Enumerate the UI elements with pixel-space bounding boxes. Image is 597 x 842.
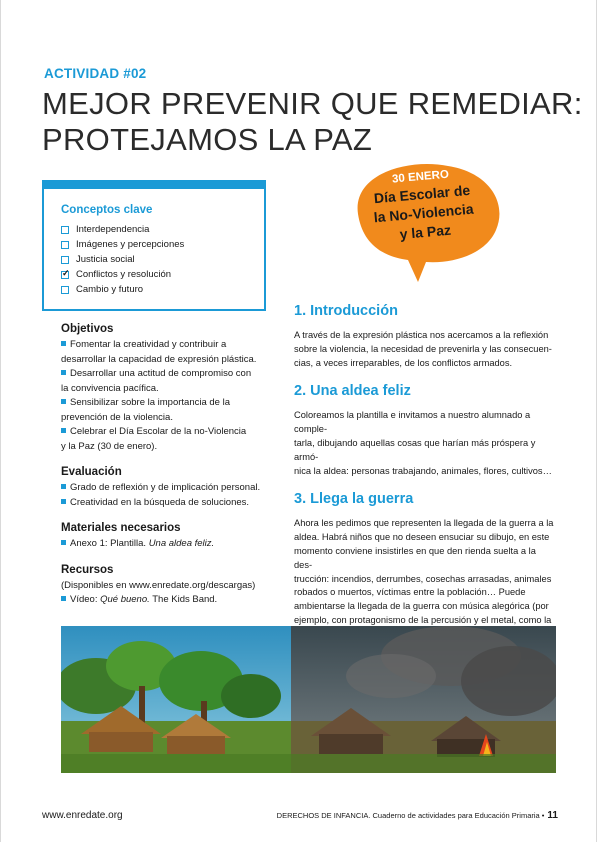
materiales-line: Anexo 1: Plantilla. Una aldea feliz. bbox=[61, 537, 266, 552]
concept-label: Imágenes y percepciones bbox=[76, 239, 185, 250]
concept-label: Justicia social bbox=[76, 254, 135, 265]
concept-label: Conflictos y resolución bbox=[76, 269, 172, 280]
concept-item bbox=[61, 222, 250, 237]
bullet-icon bbox=[61, 540, 66, 545]
concept-label: Cambio y futuro bbox=[76, 284, 144, 295]
checkbox-icon bbox=[61, 286, 69, 294]
concept-label: Interdependencia bbox=[76, 224, 150, 235]
bullet-icon bbox=[61, 399, 66, 404]
bullet-icon bbox=[61, 428, 66, 433]
concept-item bbox=[61, 282, 250, 297]
section-guerra-text: Ahora les pedimos que representen la llegada de la guerra a la aldea. Habrá niños que no deseen ensuciar su dibujo, en este momento conviene insistirles en que den rienda suelta a la des- trucción: incendios, derrumbes, cosechas arrasadas, animales robados o muertos, víctimas entre la población… Puede ambientarse la llegada de la guerra con música alegórica (por ejemplo, con protagonismo de la percusión y el metal, como la bbox=[294, 518, 554, 625]
evaluacion-line: Creatividad en la búsqueda de soluciones. bbox=[61, 496, 266, 511]
bubble-event-line-3: y la Paz bbox=[399, 221, 452, 243]
objetivo-line: la convivencia pacífica. bbox=[61, 382, 159, 394]
checkbox-icon bbox=[61, 256, 69, 264]
objetivos-heading: Objetivos bbox=[61, 323, 114, 335]
bullet-icon bbox=[61, 484, 66, 489]
concepts-title: Conceptos clave bbox=[61, 204, 153, 216]
page-title bbox=[42, 86, 583, 158]
concept-item bbox=[61, 237, 250, 252]
objetivo-line: prevención de la violencia. bbox=[61, 411, 173, 423]
bubble-event-line-1: Día Escolar de bbox=[373, 181, 471, 207]
objetivo-line: Fomentar la creatividad y contribuir a bbox=[61, 338, 266, 353]
section-guerra-heading: 3. Llega la guerra bbox=[294, 491, 414, 508]
materiales-heading: Materiales necesarios bbox=[61, 522, 181, 534]
objetivo-line: y la Paz (30 de enero). bbox=[61, 440, 158, 452]
recursos-note: (Disponibles en www.enredate.org/descargas) bbox=[61, 579, 256, 591]
concept-item bbox=[61, 252, 250, 267]
recursos-heading: Recursos bbox=[61, 563, 114, 576]
checkbox-icon bbox=[61, 226, 69, 234]
sidebar-sections bbox=[42, 323, 266, 608]
checkbox-icon bbox=[61, 241, 69, 249]
bullet-icon bbox=[61, 341, 66, 346]
bullet-icon bbox=[61, 596, 66, 601]
sidebar bbox=[42, 180, 266, 608]
objetivo-line: desarrollar la capacidad de expresión plástica. bbox=[61, 353, 257, 365]
section-aldea-heading: 2. Una aldea feliz bbox=[294, 383, 411, 400]
footer-publication-title: DERECHOS DE INFANCIA. Cuaderno de actividades para Educación Primaria • bbox=[276, 811, 545, 820]
title-line-1: MEJOR PREVENIR QUE REMEDIAR: bbox=[42, 86, 583, 121]
bubble-event-line-2: la No-Violencia bbox=[373, 200, 475, 226]
page-number: 11 bbox=[547, 810, 558, 821]
activity-label: ACTIVIDAD #02 bbox=[44, 66, 147, 81]
bubble-date: 30 ENERO bbox=[391, 168, 450, 186]
objetivo-line: Desarrollar una actitud de compromiso con bbox=[61, 367, 266, 382]
evaluacion-line: Grado de reflexión y de implicación personal. bbox=[61, 481, 266, 496]
objetivo-line: Celebrar el Día Escolar de la no-Violencia bbox=[61, 425, 266, 440]
bubble-text bbox=[350, 164, 496, 247]
checked-checkbox-icon bbox=[61, 271, 69, 279]
concept-item bbox=[61, 267, 250, 282]
bullet-icon bbox=[61, 499, 66, 504]
evaluacion-heading: Evaluación bbox=[61, 466, 122, 478]
title-line-2: PROTEJAMOS LA PAZ bbox=[42, 122, 373, 157]
bullet-icon bbox=[61, 370, 66, 375]
footer-publication bbox=[277, 810, 558, 821]
section-intro-text: A través de la expresión plástica nos acercamos a la reflexión sobre la violencia, la necesidad de prevenirla y las consecuen- cias, a veces irreparables, de los conflictos armados. bbox=[294, 330, 552, 368]
concepts-box bbox=[42, 180, 266, 311]
recursos-line: Vídeo: Qué bueno. The Kids Band. bbox=[61, 593, 266, 608]
section-aldea-text: Coloreamos la plantilla e invitamos a nuestro alumnado a comple- tarla, dibujando aquellas cosas que harían más próspera y armó- nica la aldea: personas trabajando, animales, flores, cultivos… bbox=[294, 410, 552, 476]
village-illustration bbox=[61, 626, 556, 773]
objetivo-line: Sensibilizar sobre la importancia de la bbox=[61, 396, 266, 411]
section-intro-heading: 1. Introducción bbox=[294, 303, 398, 319]
footer-website: www.enredate.org bbox=[42, 810, 123, 821]
